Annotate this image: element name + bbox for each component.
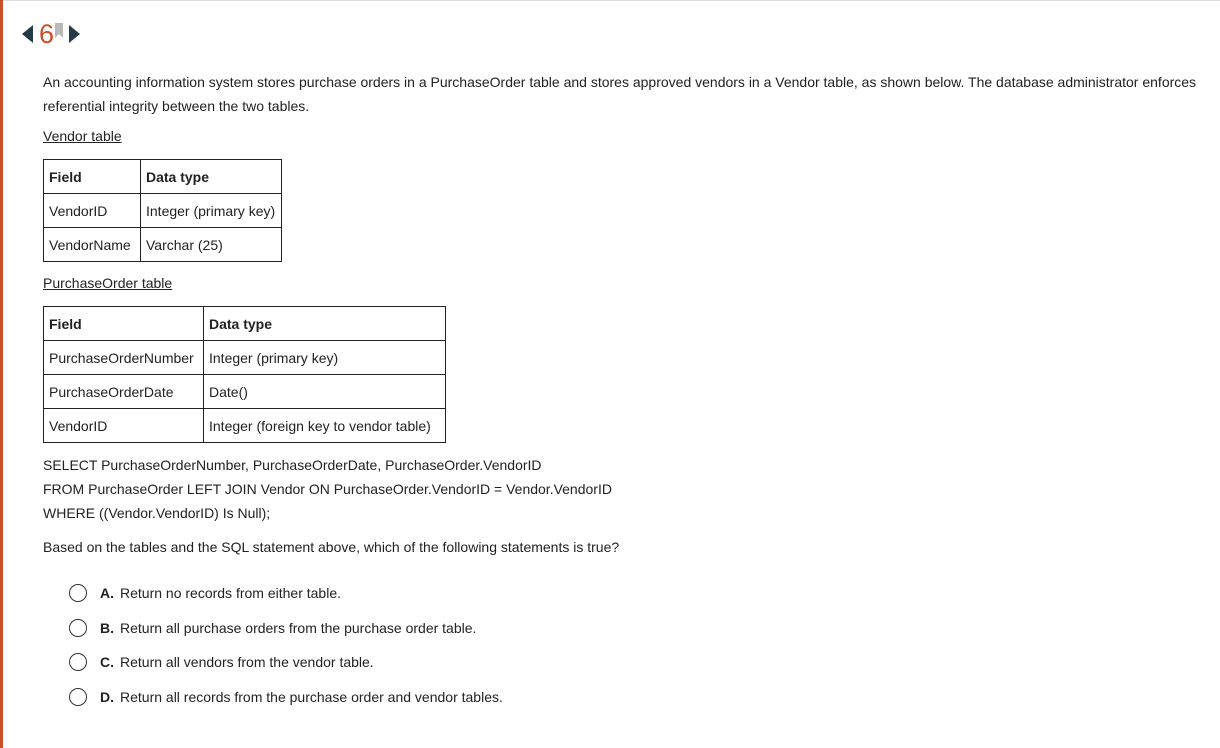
table-row [44,341,446,375]
option-text: Return all records from the purchase order and vendor tables. [120,689,503,705]
option-letter: B. [100,620,114,636]
question-nav [22,19,80,49]
question-intro: An accounting information system stores purchase orders in a PurchaseOrder table and stores approved vendors in a Vendor table, as shown below. The database administrator enforces referential integrity between the two tables. [43,74,1197,114]
option-letter: C. [100,654,114,670]
top-divider [3,0,1220,1]
table-cell: Varchar (25) [141,228,282,262]
answer-option-b[interactable] [69,619,476,637]
table-cell: VendorID [44,409,204,443]
table-header-cell: Field [44,307,204,341]
answer-option-c[interactable] [69,653,374,671]
table-cell: Integer (primary key) [204,341,446,375]
table-cell: Integer (primary key) [141,194,282,228]
table-cell: VendorID [44,194,141,228]
bookmark-flag-icon[interactable] [55,23,63,34]
answer-option-d[interactable] [69,688,503,706]
table-header-row [44,160,282,194]
sql-line: FROM PurchaseOrder LEFT JOIN Vendor ON PurchaseOrder.VendorID = Vendor.VendorID [43,481,612,497]
table-cell: PurchaseOrderNumber [44,341,204,375]
question-number: 6 [39,19,55,49]
purchase-order-table-caption: PurchaseOrder table [43,275,173,291]
radio-button[interactable] [69,688,87,706]
table-header-cell: Data type [204,307,446,341]
vendor-table-caption: Vendor table [43,128,122,144]
table-header-cell: Field [44,160,141,194]
radio-button[interactable] [69,653,87,671]
table-row [44,194,282,228]
option-text: Return all purchase orders from the purchase order table. [120,620,477,636]
option-text: Return no records from either table. [120,585,341,601]
table-cell: VendorName [44,228,141,262]
table-header-row [44,307,446,341]
left-accent-bar [0,0,3,748]
question-content [43,70,1203,559]
table-cell: PurchaseOrderDate [44,375,204,409]
radio-button[interactable] [69,584,87,602]
purchase-order-table [43,306,446,443]
sql-statement [43,453,1203,525]
previous-question-icon[interactable] [22,25,33,43]
option-text: Return all vendors from the vendor table. [120,654,374,670]
vendor-table [43,159,282,262]
option-letter: A. [100,585,114,601]
answer-option-a[interactable] [69,584,341,602]
question-prompt: Based on the tables and the SQL statement above, which of the following statements is true? [43,539,620,555]
table-cell: Date() [204,375,446,409]
next-question-icon[interactable] [69,25,80,43]
radio-button[interactable] [69,619,87,637]
sql-line: WHERE ((Vendor.VendorID) Is Null); [43,505,271,521]
table-header-cell: Data type [141,160,282,194]
table-row [44,409,446,443]
table-row [44,228,282,262]
option-letter: D. [100,689,114,705]
table-cell: Integer (foreign key to vendor table) [204,409,446,443]
table-row [44,375,446,409]
sql-line: SELECT PurchaseOrderNumber, PurchaseOrderDate, PurchaseOrder.VendorID [43,457,542,473]
